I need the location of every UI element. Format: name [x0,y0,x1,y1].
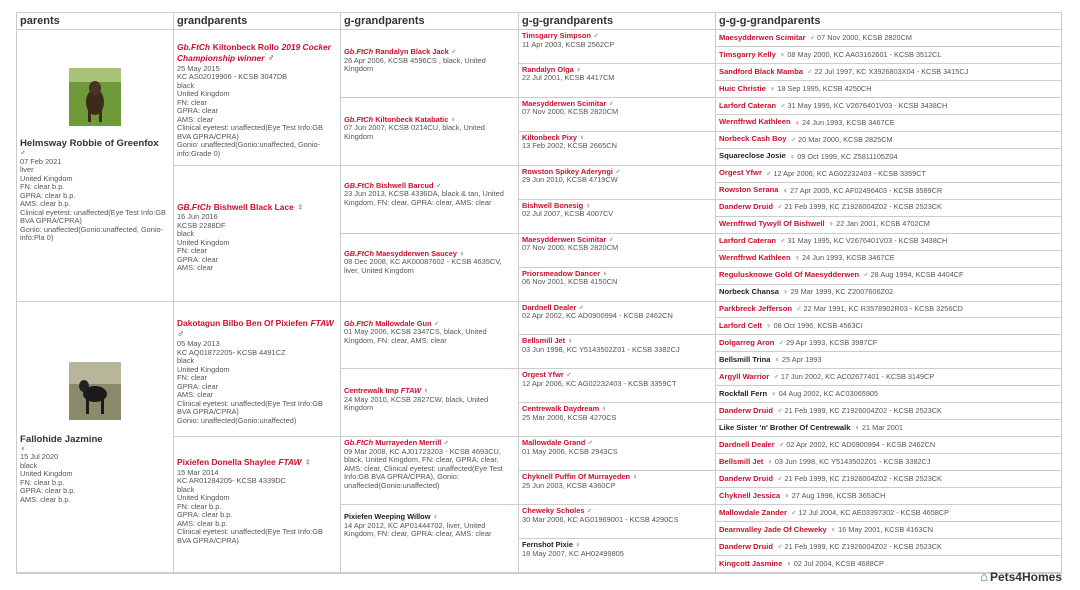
g4-row-17: Parkbreck Jefferson ♂ 22 Mar 1991, KC R3578902R03 - KCSB 3256CD [716,302,1061,319]
dam-details: 15 Jul 2020 black United Kingdom FN: clear b.p. GPRA: clear b.p. AMS: clear b.p. [20,452,76,504]
ggp-3-name[interactable]: Bishwell Barcud [376,180,434,190]
gggp-2: Randalyn Olga ♀ 22 Jul 2001, KCSB 4417CM [519,64,716,98]
grandparent-3: Dakotagun Bilbo Ben Of Pixiefen FTAW ♂ 05 May 2013 KC AQ01872205- KCSB 4491CZ black United Kingdom FN: clear GPRA: clear AMS: clear Clinical eyetest: unaffected(Eye Test Info:GB BVA GPRA/CPRA) Gonio: unaffected(Gonio:unaffected) [174,302,341,438]
g4-row-14: Wernffrwd Kathleen ♀ 24 Jun 1993, KCSB 3467CE [716,251,1061,268]
gggp-4: Kiltonbeck Pixy ♀ 13 Feb 2002, KCSB 2665CN [519,132,716,166]
g4-row-15: Regulusknowe Gold Of Maesydderwen ♂ 28 Aug 1994, KCSB 4404CF [716,268,1061,285]
paw-house-icon: ⌂ [980,569,988,584]
g4-row-28: Chyknell Jessica ♀ 27 Aug 1996, KCSB 3653CH [716,488,1061,505]
ggp-6-name[interactable]: Centrewalk Imp [344,386,399,396]
g4-row-8: Squareclose Josie ♀ 09 Oct 1999, KC Z5811105Z04 [716,149,1061,166]
g4-row-5: Larford Cateran ♂ 31 May 1995, KC V2676401V03 - KCSB 3438CH [716,98,1061,115]
ggp-1: Gb.FtCh Randalyn Black Jack ♂ 26 Apr 2006, KCSB 4596CS , black, United Kingdom [341,30,519,98]
gggp-15: Cheweky Scholes ♂ 30 Mar 2006, KC AG01969001 - KCSB 4290CS [519,505,716,539]
g4-row-4: Huic Christie ♀ 18 Sep 1995, KCSB 4250CH [716,81,1061,98]
g4-row-13: Larford Cateran ♂ 31 May 1995, KC V2676401V03 - KCSB 3438CH [716,234,1061,251]
g4-row-24: Like Sister 'n' Brother Of Centrewalk ♀ 21 Mar 2001 [716,420,1061,437]
g4-row-29: Mallowdale Zander ♂ 12 Jul 2004, KC AE03397302 - KCSB 4658CP [716,505,1061,522]
ggp-7: Gb.FtCh Murrayeden Merrill ♂ 09 Mar 2008, KC AJ01723203 - KCSB 4693CU, black, United Kingdom, FN: clear, GPRA: clear, AMS: clear, Clinical eyetest: unaffected(Eye Test Info:GB BVA GPRA/CPRA), Gonio: unaffected(Gonio:unaffected) [341,437,519,505]
g4-row-3: Sandford Black Mamba ♂ 22 Jul 1997, KC X3926803X04 - KCSB 3415CJ [716,64,1061,81]
parent-sire [17,30,174,302]
sire-sex: ♂ [20,148,26,158]
dam-photo [69,362,121,420]
gggp-5: Rowston Spikey Aderyngi ♂ 29 Jun 2010, KCSB 4719CW [519,166,716,200]
gggp-13: Mallowdale Grand ♂ 01 May 2006, KCSB 2943CS [519,437,716,471]
ggp-3: GB.FtCh Bishwell Barcud ♂ 23 Jun 2013, KCSB 4336DA, black & tan, United Kingdom, FN: clear, GPRA: clear, AMS: clear [341,166,519,234]
ggp-6: Centrewalk Imp FTAW ♀ 24 May 2010, KCSB 2827CW, black, United Kingdom [341,369,519,437]
gggp-11: Orgest Yfwr ♂ 12 Apr 2006, KC AG02232403 - KCSB 3359CT [519,369,716,403]
g4-row-12: Wernffrwd Tywyll Of Bishwell ♀ 22 Jan 2001, KCSB 4702CM [716,217,1061,234]
g4-row-31: Danderw Druid ♂ 21 Feb 1999, KC Z1926004Z02 - KCSB 2523CK [716,539,1061,556]
grandparent-2-name[interactable]: Bishwell Black Lace [213,201,294,212]
header-grandparents: grandparents [174,13,341,30]
ggp-4-name[interactable]: Maesydderwen Saucey [376,248,457,258]
g4-row-6: Wernffrwd Kathleen ♀ 24 Jun 1993, KCSB 3467CE [716,115,1061,132]
header-g-g-grandparents: g-g-grandparents [519,13,716,30]
ggp-4: GB.FtCh Maesydderwen Saucey ♀ 08 Dec 2008, KC AK00087602 - KCSB 4635CV, liver, United Kingdom [341,234,519,302]
header-g-g-g-grandparents: g-g-g-grandparents [716,13,1061,30]
pedigree-table [16,12,1062,574]
grandparent-1-name[interactable]: Kiltonbeck Rollo [212,42,279,52]
g4-row-11: Danderw Druid ♂ 21 Feb 1999, KC Z1926004Z02 - KCSB 2523CK [716,200,1061,217]
gggp-14: Chyknell Puffin Of Murrayeden ♀ 25 Jun 2003, KCSB 4360CP [519,471,716,505]
grandparent-4: Pixiefen Donella Shaylee FTAW ♀ 15 Mar 2014 KC AR01284205- KCSB 4339DC black United Kingdom FN: clear b.p. GPRA: clear b.p. AMS: clear b.p. Clinical eyetest: unaffected(Eye Test Info:GB BVA GPRA/CPRA) [174,437,341,573]
g4-row-32: Kingcott Jasmine ♀ 02 Jul 2004, KCSB 4688CP [716,556,1061,573]
gggp-9: Dardnell Dealer ♂ 02 Apr 2002, KC AD0900994 - KCSB 2462CN [519,302,716,336]
gggp-10: Bellsmill Jet ♀ 03 Jun 1998, KC Y5143502Z01 - KCSB 3382CJ [519,335,716,369]
g4-row-23: Danderw Druid ♂ 21 Feb 1999, KC Z1926004Z02 - KCSB 2523CK [716,403,1061,420]
pets4homes-logo[interactable] [980,569,1062,584]
gggp-1: Timsgarry Simpson ♂ 11 Apr 2003, KCSB 2562CP [519,30,716,64]
g4-row-1: Maesydderwen Scimitar ♂ 07 Nov 2000, KCSB 2820CM [716,30,1061,47]
ggp-5: Gb.FtCh Mallowdale Gun ♂ 01 May 2006, KCSB 2347CS, black, United Kingdom, FN: clear, AMS: clear [341,302,519,370]
g4-row-7: Norbeck Cash Boy ♂ 20 Mar 2000, KCSB 2825CM [716,132,1061,149]
g4-row-25: Dardnell Dealer ♂ 02 Apr 2002, KC AD0900994 - KCSB 2462CN [716,437,1061,454]
header-parents: parents [17,13,174,30]
gggp-8: Priorsmeadow Dancer ♀ 06 Nov 2001, KCSB 4150CN [519,268,716,302]
grandparent-4-name[interactable]: Pixiefen Donella Shaylee [177,457,276,468]
ggp-8: Pixiefen Weeping Willow ♀ 14 Apr 2012, KC AP01444702, liver, United Kingdom, FN: clear, GPRA: clear, AMS: clear [341,505,519,573]
grandparent-2: GB.FtCh Bishwell Black Lace ♀ 16 Jun 2016 KCSB 2288DF black United Kingdom FN: clear GPRA: clear AMS: clear [174,166,341,302]
sire-photo [69,68,121,126]
ggp-8-name[interactable]: Pixiefen Weeping Willow [344,512,431,522]
sire-name: Helmsway Robbie of Greenfox [20,138,159,149]
gggp-12: Centrewalk Daydream ♀ 25 Mar 2006, KCSB 4270CS [519,403,716,437]
g4-row-19: Dolgarreg Aron ♂ 29 Apr 1993, KCSB 3987CF [716,335,1061,352]
g4-row-21: Argyll Warrior ♂ 17 Jun 2002, KC AC02677401 - KCSB 3149CP [716,369,1061,386]
g4-row-18: Larford Celt ♀ 08 Oct 1996, KCSB 4563CI [716,318,1061,335]
g4-row-16: Norbeck Chansa ♀ 29 Mar 1999, KC Z2007606Z02 [716,285,1061,302]
dam-sex: ♀ [20,443,26,453]
brand-name: Pets4Homes [989,569,1062,584]
g4-row-27: Danderw Druid ♂ 21 Feb 1999, KC Z1926004Z02 - KCSB 2523CK [716,471,1061,488]
gggp-6: Bishwell Bonesig ♀ 02 Jul 2007, KCSB 4007CV [519,200,716,234]
sire-details: 07 Feb 2021 liver United Kingdom FN: clear b.p. GPRA: clear b.p. AMS: clear b.p. Clinical eyetest: unaffected(Eye Test Info:GB BVA GPRA/CPRA) Gonio: unaffected(Gonio:unaffected, Gonio-info:Pla 0) [20,156,166,243]
parent-dam [17,302,174,574]
grandparent-1: Gb.FtCh Kiltonbeck Rollo 2019 Cocker Championship winner ♂ 25 May 2015 KC AS02019906 - KCSB 3047DB black United Kingdom FN: clear GPRA: clear AMS: clear Clinical eyetest: unaffected(Eye Test Info:GB BVA GPRA/CPRA) Gonio: unaffected(Gonio:unaffected, Gonio-info:Grade 0) [174,30,341,166]
header-g-grandparents: g-grandparents [341,13,519,30]
gggp-3: Maesydderwen Scimitar ♂ 07 Nov 2000, KCSB 2820CM [519,98,716,132]
dam-name: Fallohide Jazmine [20,433,103,445]
gggp-16: Fernshot Pixie ♀ 18 May 2007, KC AH02499805 [519,539,716,573]
ggp-1-name[interactable]: Randalyn Black Jack [375,47,449,56]
g4-row-30: Dearnvalley Jade Of Cheweky ♀ 16 May 2001, KCSB 4163CN [716,522,1061,539]
g4-row-22: Rockfall Fern ♀ 04 Aug 2002, KC AC03065905 [716,386,1061,403]
grandparent-3-name[interactable]: Dakotagun Bilbo Ben Of Pixiefen [177,317,308,328]
g4-row-9: Orgest Yfwr ♂ 12 Apr 2006, KC AG02232403 - KCSB 3359CT [716,166,1061,183]
g4-row-20: Bellsmill Trina ♀ 25 Apr 1993 [716,352,1061,369]
ggp-2: Gb.FtCh Kiltonbeck Katabatic ♀ 07 Jun 2007, KCSB 0214CU, black, United Kingdom [341,98,519,166]
ggp-7-name[interactable]: Murrayeden Merrill [375,438,442,448]
g4-row-2: Timsgarry Kelly ♀ 08 May 2000, KC AA03162601 - KCSB 3512CL [716,47,1061,64]
g4-row-10: Rowston Serana ♀ 27 Apr 2005, KC AF02496403 - KCSB 3589CR [716,183,1061,200]
gggp-7: Maesydderwen Scimitar ♂ 07 Nov 2000, KCSB 2820CM [519,234,716,268]
ggp-5-name[interactable]: Mallowdale Gun [375,318,432,328]
ggp-2-name[interactable]: Kiltonbeck Katabatic [375,114,449,124]
g4-row-26: Bellsmill Jet ♀ 03 Jun 1998, KC Y5143502Z01 - KCSB 3382CJ [716,454,1061,471]
